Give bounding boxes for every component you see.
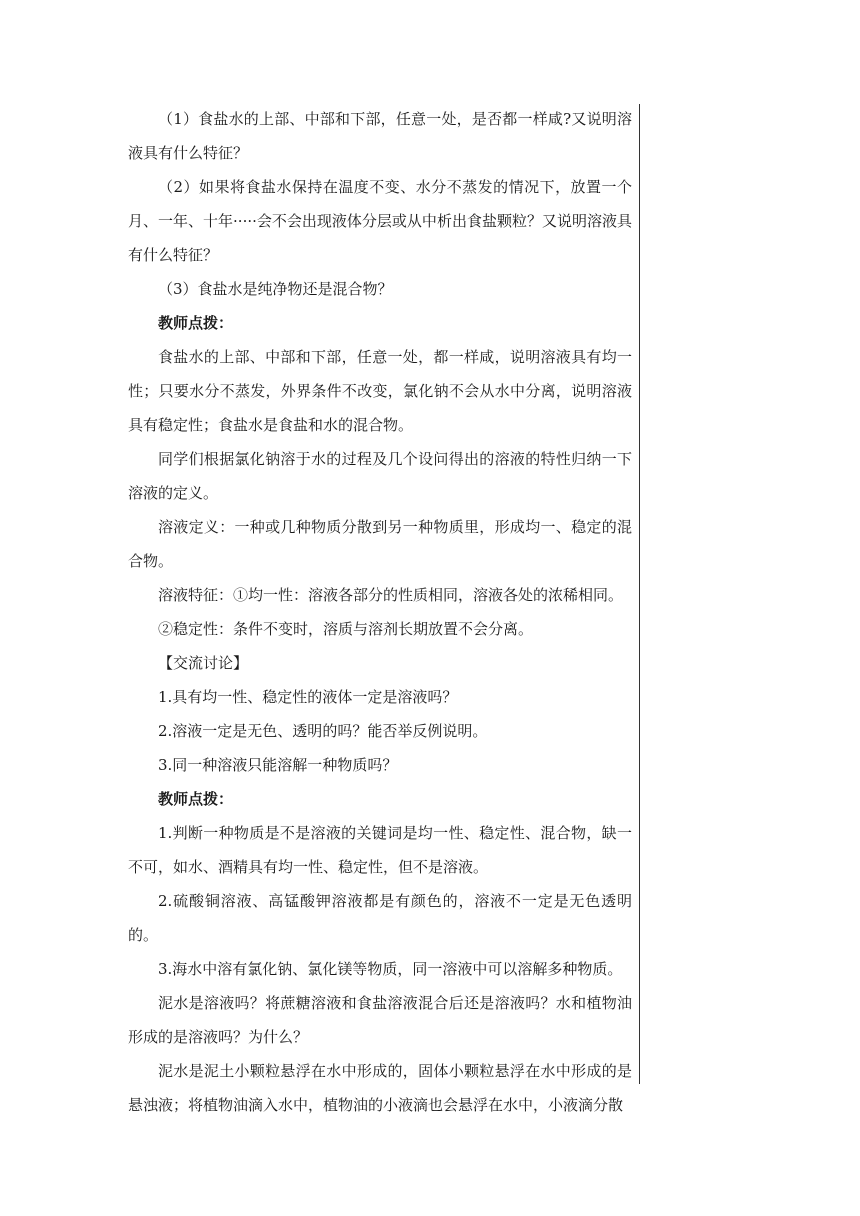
discussion-question-2: 2.溶液一定是无色、透明的吗？能否举反例说明。 bbox=[158, 722, 488, 740]
summary-prompt: 同学们根据氯化钠溶于水的过程及几个设问得出的溶液的特性归纳一下溶液的定义。 bbox=[128, 450, 632, 502]
document-body bbox=[128, 102, 632, 1122]
solution-definition: 溶液定义：一种或几种物质分散到另一种物质里，形成均一、稳定的混合物。 bbox=[128, 518, 632, 570]
teacher-tip-text: 食盐水的上部、中部和下部，任意一处，都一样咸，说明溶液具有均一性；只要水分不蒸发，外界条件不改变，氯化钠不会从水中分离，说明溶液具有稳定性；食盐水是食盐和水的混合物。 bbox=[128, 348, 632, 434]
solution-feature-2: ②稳定性：条件不变时，溶质与溶剂长期放置不会分离。 bbox=[158, 620, 534, 638]
question-1: （1）食盐水的上部、中部和下部，任意一处，是否都一样咸?又说明溶液具有什么特征？ bbox=[128, 110, 632, 162]
table-border-line bbox=[639, 104, 640, 1084]
solution-feature-1: 溶液特征：①均一性：溶液各部分的性质相同，溶液各处的浓稀相同。 bbox=[158, 586, 624, 604]
question-3: （3）食盐水是纯净物还是混合物？ bbox=[158, 280, 393, 298]
mud-water-question: 泥水是溶液吗？将蔗糖溶液和食盐溶液混合后还是溶液吗？水和植物油形成的是溶液吗？为什么？ bbox=[128, 994, 632, 1046]
mud-water-answer: 泥水是泥土小颗粒悬浮在水中形成的，固体小颗粒悬浮在水中形成的是悬浊液；将植物油滴入水中，植物油的小液滴也会悬浮在水中，小液滴分散 bbox=[128, 1062, 632, 1114]
discussion-question-3: 3.同一种溶液只能溶解一种物质吗？ bbox=[158, 756, 398, 774]
answer-2: 2.硫酸铜溶液、高锰酸钾溶液都是有颜色的，溶液不一定是无色透明的。 bbox=[128, 892, 632, 944]
answer-1: 1.判断一种物质是不是溶液的关键词是均一性、稳定性、混合物，缺一不可，如水、酒精具有均一性、稳定性，但不是溶液。 bbox=[128, 824, 632, 876]
teacher-tip-heading: 教师点拨： bbox=[158, 314, 234, 332]
discussion-heading: 【交流讨论】 bbox=[158, 654, 249, 672]
teacher-tip-heading-2: 教师点拨： bbox=[158, 790, 234, 808]
question-2: （2）如果将食盐水保持在温度不变、水分不蒸发的情况下，放置一个月、一年、十年·····会不会出现液体分层或从中析出食盐颗粒？又说明溶液具有什么特征？ bbox=[128, 178, 632, 264]
discussion-question-1: 1.具有均一性、稳定性的液体一定是溶液吗？ bbox=[158, 688, 458, 706]
answer-3: 3.海水中溶有氯化钠、氯化镁等物质，同一溶液中可以溶解多种物质。 bbox=[158, 960, 623, 978]
